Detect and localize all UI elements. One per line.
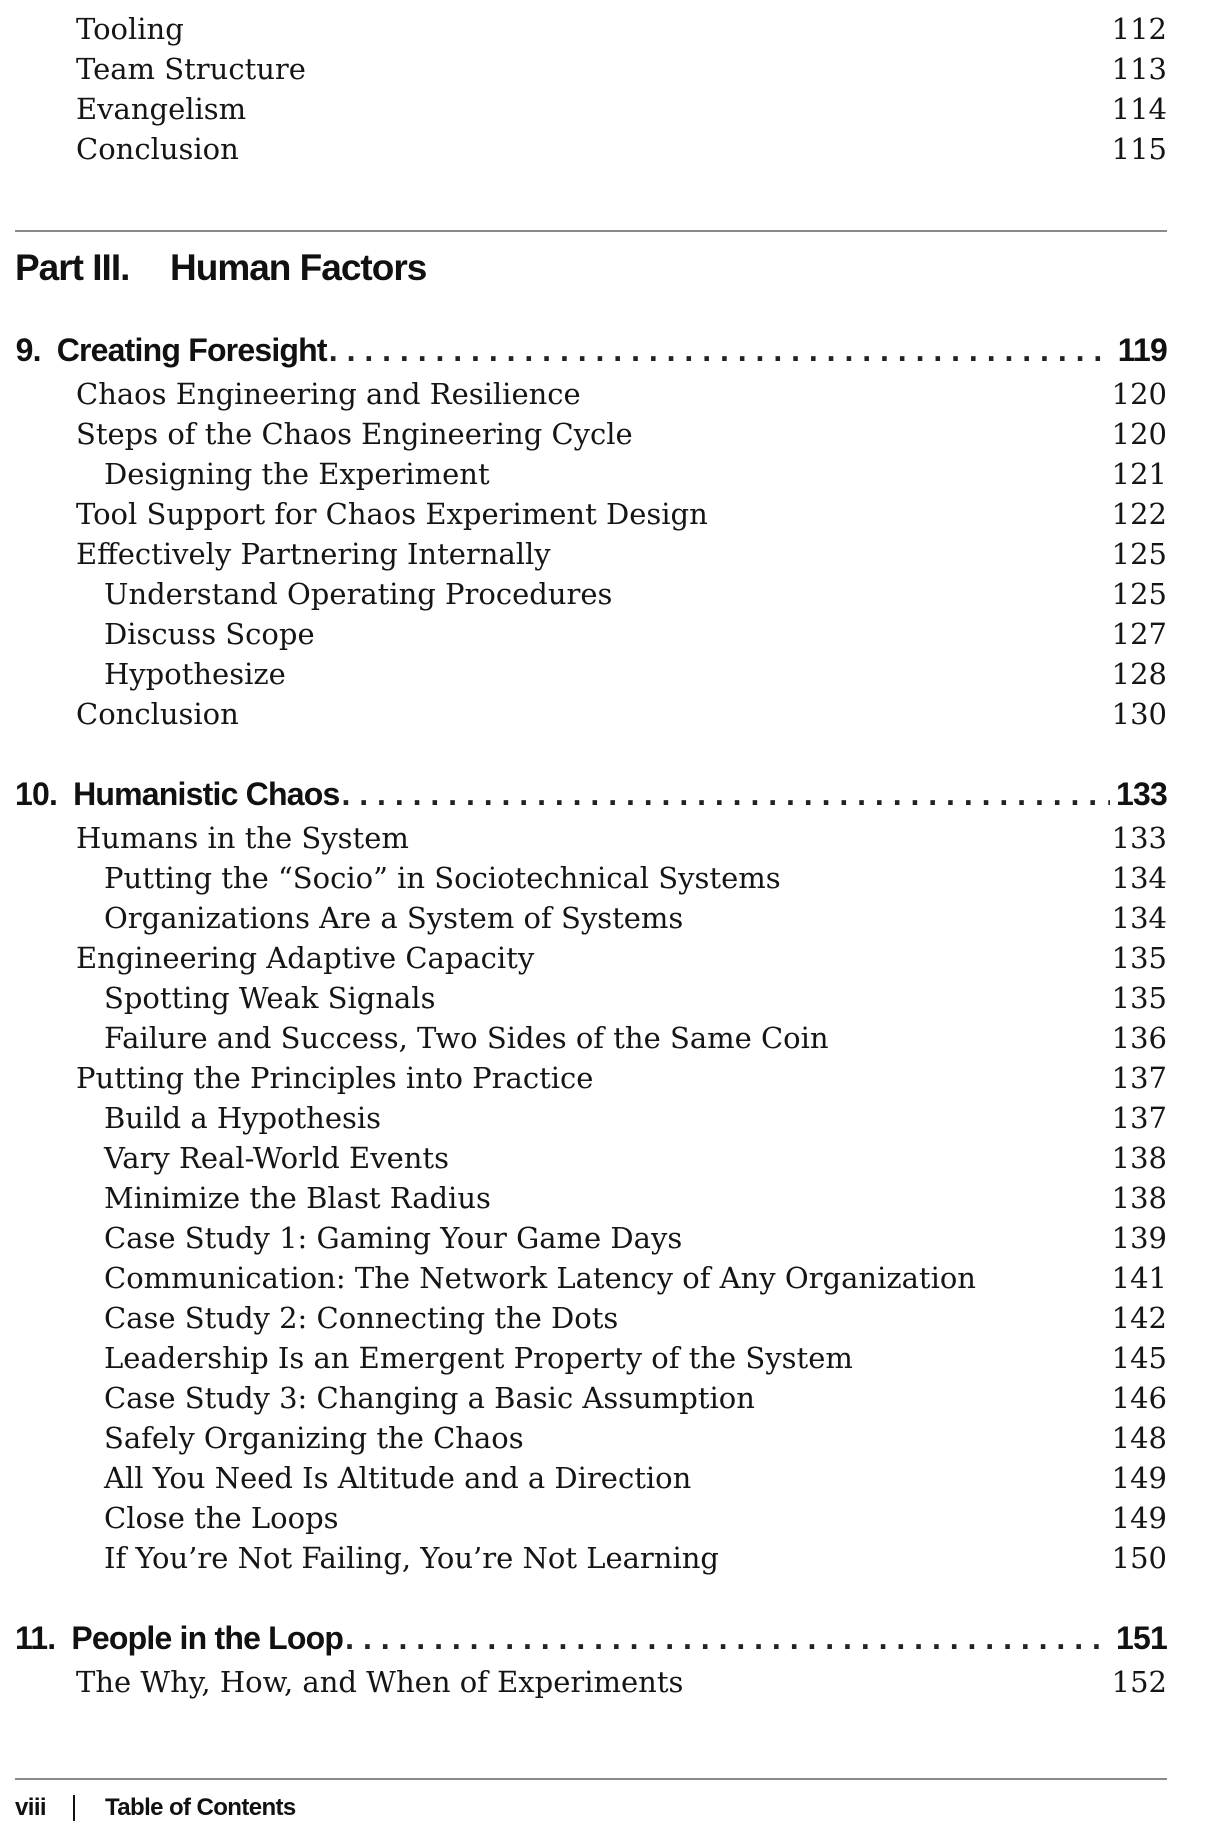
toc-entry-title: The Why, How, and When of Experiments [76,1665,684,1699]
running-title: Table of Contents [105,1794,296,1821]
toc-subentry[interactable] [104,614,1167,654]
chapter-title: Creating Foresight [56,332,327,368]
toc-entry[interactable] [76,129,1167,169]
toc-entry-title: Evangelism [76,92,247,126]
toc-entry-title: Conclusion [76,132,239,166]
toc-entry-page: 145 [1111,1341,1167,1375]
toc-entry-page: 135 [1111,981,1167,1015]
toc-subentry[interactable] [104,654,1167,694]
toc-subentry[interactable] [104,574,1167,614]
toc-entry-title: Close the Loops [104,1501,339,1535]
toc-subentry[interactable] [104,1298,1167,1338]
toc-entry[interactable] [76,9,1167,49]
toc-entry-page: 128 [1111,657,1167,691]
toc-entry-title: Hypothesize [104,657,286,691]
toc-subentry[interactable] [104,1138,1167,1178]
toc-entry-page: 127 [1111,617,1167,651]
toc-entry-title: If You’re Not Failing, You’re Not Learning [104,1541,719,1575]
toc-entry[interactable] [76,534,1167,574]
toc-entry-page: 113 [1111,52,1167,86]
toc-entry-title: Effectively Partnering Internally [76,537,551,571]
toc-entry-title: Communication: The Network Latency of Any Organization [104,1261,976,1295]
toc-subentry[interactable] [104,1338,1167,1378]
toc-entry-page: 135 [1111,941,1167,975]
toc-entry[interactable] [76,818,1167,858]
chapter-page: 119 [1117,332,1167,368]
toc-entry-title: Build a Hypothesis [104,1101,382,1135]
chapter-heading[interactable] [15,328,1167,372]
toc-entry-title: Humans in the System [76,821,409,855]
toc-entry[interactable] [76,1058,1167,1098]
toc-entry-page: 149 [1111,1501,1167,1535]
part-title: Human Factors [170,247,427,288]
chapter-page: 133 [1116,776,1167,812]
toc-entry-title: Minimize the Blast Radius [104,1181,491,1215]
toc-subentry[interactable] [104,1378,1167,1418]
toc-subentry[interactable] [104,1458,1167,1498]
toc-entry-page: 137 [1111,1101,1167,1135]
toc-entry-page: 125 [1111,577,1167,611]
toc-entry-title: Steps of the Chaos Engineering Cycle [76,417,633,451]
toc-entry[interactable] [76,89,1167,129]
dot-leader [329,328,1112,372]
dot-leader [341,772,1110,816]
toc-entry-page: 139 [1111,1221,1167,1255]
toc-subentry[interactable] [104,1498,1167,1538]
toc-subentry[interactable] [104,898,1167,938]
toc-entry-page: 137 [1111,1061,1167,1095]
toc-entry-page: 134 [1111,861,1167,895]
toc-entry-title: Case Study 3: Changing a Basic Assumption [104,1381,755,1415]
toc-entry-title: Case Study 1: Gaming Your Game Days [104,1221,683,1255]
toc-entry-title: Failure and Success, Two Sides of the Same Coin [104,1021,829,1055]
toc-entry-title: Engineering Adaptive Capacity [76,941,535,975]
toc-entry[interactable] [76,414,1167,454]
toc-entry[interactable] [76,494,1167,534]
toc-subentry[interactable] [104,1098,1167,1138]
toc-entry-title: Discuss Scope [104,617,315,651]
toc-subentry[interactable] [104,1418,1167,1458]
chapter-title: Humanistic Chaos [73,776,340,812]
toc-entry-page: 125 [1111,537,1167,571]
part-heading [15,243,426,293]
chapter-heading[interactable] [15,772,1167,816]
toc-entry[interactable] [76,1662,1167,1702]
part-number: Part III. [15,247,130,288]
toc-entry-page: 152 [1111,1665,1167,1699]
toc-entry-page: 136 [1111,1021,1167,1055]
toc-entry[interactable] [76,49,1167,89]
chapter-number: 10. [15,776,58,812]
toc-entry[interactable] [76,374,1167,414]
page-folio: viii [15,1794,46,1821]
chapter-number: 9. [15,332,41,368]
footer-rule [15,1778,1167,1780]
toc-entry-page: 148 [1111,1421,1167,1455]
page-footer [15,1788,296,1828]
chapter-title: People in the Loop [71,1620,344,1656]
toc-entry-page: 146 [1111,1381,1167,1415]
toc-entry-title: Conclusion [76,697,239,731]
toc-entry[interactable] [76,938,1167,978]
part-divider-rule [15,230,1167,232]
dot-leader [345,1616,1110,1660]
toc-entry-page: 149 [1111,1461,1167,1495]
toc-entry-page: 133 [1111,821,1167,855]
toc-entry-title: Chaos Engineering and Resilience [76,377,581,411]
toc-entry-page: 120 [1111,377,1167,411]
toc-entry-title: Case Study 2: Connecting the Dots [104,1301,619,1335]
footer-separator [73,1795,75,1821]
toc-entry-title: Organizations Are a System of Systems [104,901,684,935]
toc-entry-title: Leadership Is an Emergent Property of the System [104,1341,853,1375]
toc-entry-title: Vary Real-World Events [104,1141,449,1175]
toc-entry-page: 141 [1111,1261,1167,1295]
toc-entry-title: Putting the Principles into Practice [76,1061,594,1095]
toc-entry-title: Designing the Experiment [104,457,490,491]
chapter-page: 151 [1116,1620,1167,1656]
toc-entry-title: Tooling [76,12,184,46]
toc-entry-page: 114 [1111,92,1167,126]
toc-entry-page: 115 [1111,132,1167,166]
toc-entry-page: 112 [1111,12,1167,46]
toc-entry-page: 134 [1111,901,1167,935]
toc-entry-page: 120 [1111,417,1167,451]
toc-subentry[interactable] [104,1258,1167,1298]
toc-entry-title: Spotting Weak Signals [104,981,436,1015]
toc-entry-title: Putting the “Socio” in Sociotechnical Systems [104,861,781,895]
toc-entry-page: 121 [1111,457,1167,491]
toc-entry-title: Understand Operating Procedures [104,577,613,611]
toc-entry-page: 130 [1111,697,1167,731]
toc-entry-page: 142 [1111,1301,1167,1335]
toc-subentry[interactable] [104,858,1167,898]
toc-entry-title: Tool Support for Chaos Experiment Design [76,497,708,531]
toc-entry-title: Team Structure [76,52,306,86]
toc-entry-title: Safely Organizing the Chaos [104,1421,524,1455]
toc-entry-page: 138 [1111,1181,1167,1215]
chapter-heading[interactable] [15,1616,1167,1660]
toc-subentry[interactable] [104,1218,1167,1258]
toc-entry[interactable] [76,694,1167,734]
toc-entry-page: 138 [1111,1141,1167,1175]
toc-subentry[interactable] [104,454,1167,494]
toc-subentry[interactable] [104,1018,1167,1058]
toc-subentry[interactable] [104,1178,1167,1218]
chapter-number: 11. [15,1620,56,1656]
toc-entry-title: All You Need Is Altitude and a Direction [104,1461,692,1495]
toc-entry-page: 150 [1111,1541,1167,1575]
toc-entry-page: 122 [1111,497,1167,531]
toc-subentry[interactable] [104,1538,1167,1578]
toc-subentry[interactable] [104,978,1167,1018]
